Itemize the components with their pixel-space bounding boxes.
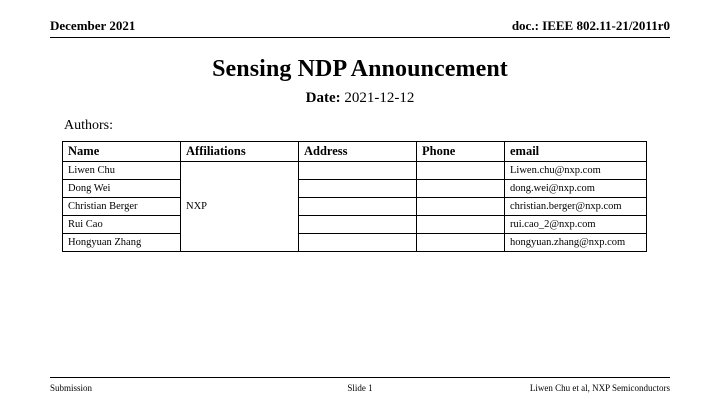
cell-affiliation: NXP (181, 162, 299, 252)
column-header-phone: Phone (417, 142, 505, 162)
cell-name: Christian Berger (63, 198, 181, 216)
footer-slide-number: Slide 1 (347, 383, 373, 393)
cell-name: Hongyuan Zhang (63, 234, 181, 252)
header-divider (50, 37, 670, 38)
slide-date-value: 2021-12-12 (344, 90, 415, 106)
slide-date-label: Date: (305, 90, 341, 106)
cell-address (299, 162, 417, 180)
cell-name: Dong Wei (63, 180, 181, 198)
table-row (63, 162, 647, 180)
cell-name: Liwen Chu (63, 162, 181, 180)
table-row (63, 180, 647, 198)
authors-table (62, 141, 647, 252)
column-header-email: email (505, 142, 647, 162)
header-doc-id: doc.: IEEE 802.11-21/2011r0 (511, 18, 670, 33)
table-row (63, 234, 647, 252)
cell-email: rui.cao_2@nxp.com (505, 216, 647, 234)
cell-email: christian.berger@nxp.com (505, 198, 647, 216)
slide-date (0, 90, 720, 107)
cell-email: dong.wei@nxp.com (505, 180, 647, 198)
cell-name: Rui Cao (63, 216, 181, 234)
cell-address (299, 234, 417, 252)
table-row (63, 216, 647, 234)
footer-divider (50, 377, 670, 378)
cell-phone (417, 216, 505, 234)
column-header-address: Address (299, 142, 417, 162)
cell-address (299, 216, 417, 234)
footer-submission: Submission (50, 383, 93, 393)
slide-footer (50, 383, 670, 397)
cell-address (299, 180, 417, 198)
cell-phone (417, 234, 505, 252)
cell-address (299, 198, 417, 216)
cell-phone (417, 198, 505, 216)
slide-header (50, 18, 670, 38)
footer-authors: Liwen Chu et al, NXP Semiconductors (529, 383, 670, 393)
cell-email: hongyuan.zhang@nxp.com (505, 234, 647, 252)
cell-email: Liwen.chu@nxp.com (505, 162, 647, 180)
cell-phone (417, 180, 505, 198)
authors-label: Authors: (64, 118, 113, 133)
column-header-affiliations: Affiliations (181, 142, 299, 162)
table-header-row (63, 142, 647, 162)
page-title: Sensing NDP Announcement (212, 56, 508, 82)
cell-phone (417, 162, 505, 180)
column-header-name: Name (63, 142, 181, 162)
header-date: December 2021 (50, 18, 136, 33)
table-row (63, 198, 647, 216)
